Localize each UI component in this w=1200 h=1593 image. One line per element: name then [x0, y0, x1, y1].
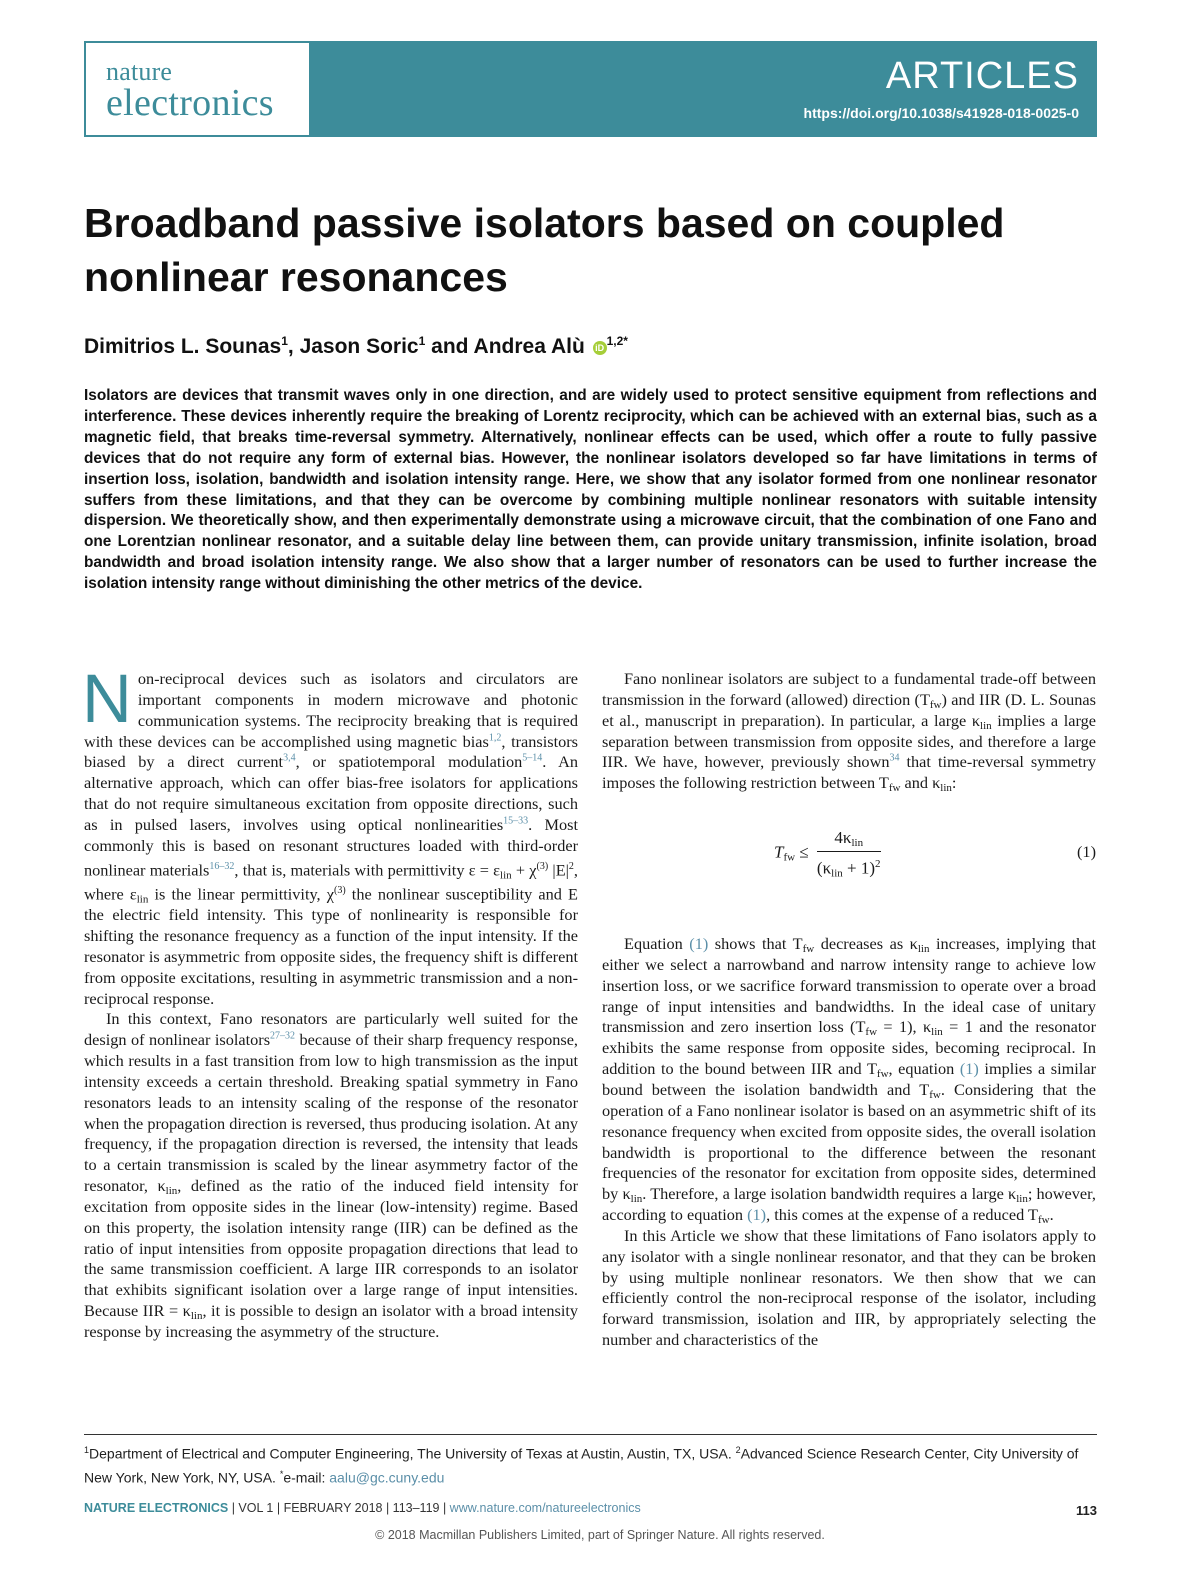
body-column-right — [602, 669, 1096, 1351]
journal-logo[interactable] — [86, 43, 309, 135]
body-paragraph: Equation (1) shows that $T_{fw}$ decreases as $\kappa_{lin}$ increases, implying that either we select a narrowband and narrow intensity range to achieve low insertion loss, or we sacrifice forward transmission to operate over a broad range of input intensities and bandwidths. In the ideal case of unitary transmission and zero insertion loss $(T_{fw} = 1)$, $\kappa_{lin} = 1$ and the resonator exhibits the same response from opposite sides, becoming reciprocal. In addition to the bound between IIR and $T_{fw}$, equation (1) implies a similar bound between the isolation bandwidth and $T_{fw}$. Considering that the operation of a Fano nonlinear isolator is based on an asymmetric shift of its resonance frequency when excited from opposite sides, the overall isolation bandwidth is proportional to the difference between the resonant frequencies of the resonator for excitation from opposite sides, determined by $\kappa_{lin}$. Therefore, a large isolation bandwidth requires a large $\kappa_{lin}$; however, according to equation (1), this comes at the expense of a reduced $T_{fw}$. — [602, 934, 1096, 1227]
page-number: 113 — [1076, 1503, 1097, 1518]
body-paragraph: In this context, Fano resonators are particularly well suited for the design of nonlinear isolators$^{27-32}$ because of their sharp frequency response, which results in a fast transition from low to high transmission as the input intensity exceeds a certain threshold. Breaking spatial symmetry in Fano resonators leads to an intensity scaling of the response of the resonator when the propagation direction is reversed, thus producing isolation. At any frequency, if the propagation direction is reversed, the intensity that leads to a certain transmission is scaled by the linear asymmetry factor of the resonator, $\kappa_{lin}$, defined as the ratio of the induced field intensity for excitation from opposite sides in the linear (low-intensity) regime. Based on this property, the isolation intensity range (IIR) can be defined as the ratio of input intensities from opposite propagation directions that lead to the same transmission coefficient. A large IIR corresponds to an isolator that exhibits significant isolation over a large range of input intensities. Because IIR = $\kappa_{lin}$, it is possible to design an isolator with a broad intensity response by increasing the asymmetry of the structure. — [84, 1009, 579, 1341]
equation-ref-link[interactable]: (1) — [689, 934, 709, 954]
citation-link[interactable]: 15–33 — [503, 815, 529, 827]
equation-number: (1) — [1077, 842, 1096, 862]
citation-link[interactable]: 16–32 — [209, 860, 235, 872]
logo-line-nature: nature — [106, 57, 173, 86]
citation-link[interactable]: 1,2 — [488, 732, 502, 744]
logo-line-electronics: electronics — [106, 82, 274, 124]
footnote-divider — [84, 1434, 1097, 1435]
abstract: Isolators are devices that transmit waves only in one direction, and are widely used to protect sensitive equipment from reflections and interference. These devices inherently require the breaking of Lorentz reciprocity, which can be achieved with an external bias, such as a magnetic field, that breaks time-reversal symmetry. Alternatively, nonlinear effects can be used, which offer a route to fully passive devices that do not require any form of external bias. However, the nonlinear isolators developed so far have limitations in terms of insertion loss, isolation, bandwidth and isolation intensity range. Here, we show that any isolator formed from one nonlinear resonator suffers from these limitations, and that they can be overcome by combining multiple nonlinear resonators with suitable intensity dispersion. We theoretically show, and then experimentally demonstrate using a microwave circuit, that the combination of one Fano and one Lorentzian nonlinear resonator, and a suitable delay line between them, can provide unitary transmission, infinite isolation, broad bandwidth and broad isolation intensity range. We also show that a larger number of resonators can be used to further increase the isolation intensity range without diminishing the other metrics of the device. — [84, 387, 1097, 593]
journal-footer — [84, 1501, 641, 1515]
article-title: Broadband passive isolators based on coupled nonlinear resonances — [84, 200, 1005, 300]
author-separator: , — [287, 335, 300, 358]
equation-1 — [602, 818, 1096, 904]
equation-numerator: $4\kappa_{lin}$ — [817, 828, 881, 852]
copyright-notice: © 2018 Macmillan Publishers Limited, part of Springer Nature. All rights reserved. — [375, 1528, 825, 1542]
author-separator: and — [425, 335, 474, 358]
journal-banner — [84, 41, 1097, 137]
affiliations-footnote: $^1$Department of Electrical and Computer Engineering, The University of Texas at Austin, Austin, TX, USA. $^2$Advanced Science Research Center, City University of New York, New York, NY, USA. *e-mail: aalu@gc.cuny.edu — [84, 1445, 1079, 1486]
equation-fraction — [817, 828, 881, 879]
body-paragraph: Fano nonlinear isolators are subject to a fundamental trade-off between transmission in the forward (allowed) direction $(T_{fw})$ and IIR (D. L. Sounas et al., manuscript in preparation). In particular, a large $\kappa_{lin}$ implies a large separation between transmission from opposite sides, and therefore a large IIR. We have, however, previously shown$^{34}$ that time-reversal symmetry imposes the following restriction between $T_{fw}$ and $\kappa_{lin}$: — [602, 669, 1097, 795]
doi-link[interactable]: https://doi.org/10.1038/s41928-018-0025-0 — [803, 105, 1079, 121]
author-affiliation-sup: 1,2* — [606, 334, 628, 348]
equation-body: $T_{fw}$ ≤ $\frac{4\kappa_{lin}}{(\kappa_{lin} + 1)^2}$ — [774, 828, 881, 880]
citation-link[interactable]: 27–32 — [270, 1030, 296, 1042]
equation-ref-link[interactable]: (1) — [959, 1059, 979, 1079]
author-name: Jason Soric — [299, 335, 419, 358]
drop-cap: N — [82, 660, 132, 737]
author-affiliation-sup: 1 — [281, 334, 288, 348]
body-paragraph: Non-reciprocal devices such as isolators and circulators are important components in modern microwave and photonic communication systems. The reciprocity breaking that is required with these devices can be accomplished using magnetic bias$^{1,2}$, transistors biased by a direct current$^{3,4}$, or spatiotemporal modulation$^{5-14}$. An alternative approach, which can offer bias-free isolators for applications that do not require simultaneous excitation from opposite directions, such as in pulsed lasers, involves using optical nonlinearities$^{15-33}$. Most commonly this is based on resonant structures loaded with third-order nonlinear materials$^{16-32}$, that is, materials with permittivity $\varepsilon = \varepsilon_{lin} + \chi^{(3)}$ $|E|^2$, where $\varepsilon_{lin}$ is the linear permittivity, $\chi^{(3)}$ the nonlinear susceptibility and E the electric field intensity. This type of nonlinearity is responsible for shifting the resonance frequency as a function of the input intensity. If the resonator is asymmetric from opposite sides, the frequency shift is different from opposite excitations, resulting in asymmetric transmission and a non-reciprocal response. — [82, 660, 579, 1008]
journal-url-link[interactable]: www.nature.com/natureelectronics — [449, 1501, 641, 1515]
equation-ref-link[interactable]: (1) — [747, 1205, 767, 1225]
citation-link[interactable]: 3,4 — [283, 752, 296, 764]
equation-denominator: $(\kappa_{lin} + 1)^2$ — [816, 857, 881, 880]
orcid-icon[interactable]: iD — [593, 341, 607, 355]
body-column-left — [82, 660, 579, 1343]
email-link[interactable]: aalu@gc.cuny.edu — [329, 1469, 445, 1486]
author-affiliation-sup: 1 — [418, 334, 426, 348]
author-name: Andrea Alù — [473, 335, 585, 358]
citation-link[interactable]: 5–14 — [522, 752, 543, 764]
author-name: Dimitrios L. Sounas — [84, 335, 282, 358]
citation-link[interactable]: 34 — [889, 752, 900, 764]
journal-name: NATURE ELECTRONICS — [84, 1501, 229, 1515]
author-list — [84, 334, 628, 359]
journal-details: | VOL 1 | FEBRUARY 2018 | 113–119 | — [228, 1501, 450, 1515]
section-label: ARTICLES — [885, 55, 1079, 97]
body-paragraph: In this Article we show that these limitations of Fano isolators apply to any isolator with a single nonlinear resonator, and that they can be broken by using multiple nonlinear resonators. We then show that we can efficiently control the non-reciprocal response of the isolator, including forward transmission, isolation and IIR, by appropriately selecting the number and characteristics of the — [602, 1225, 1096, 1350]
